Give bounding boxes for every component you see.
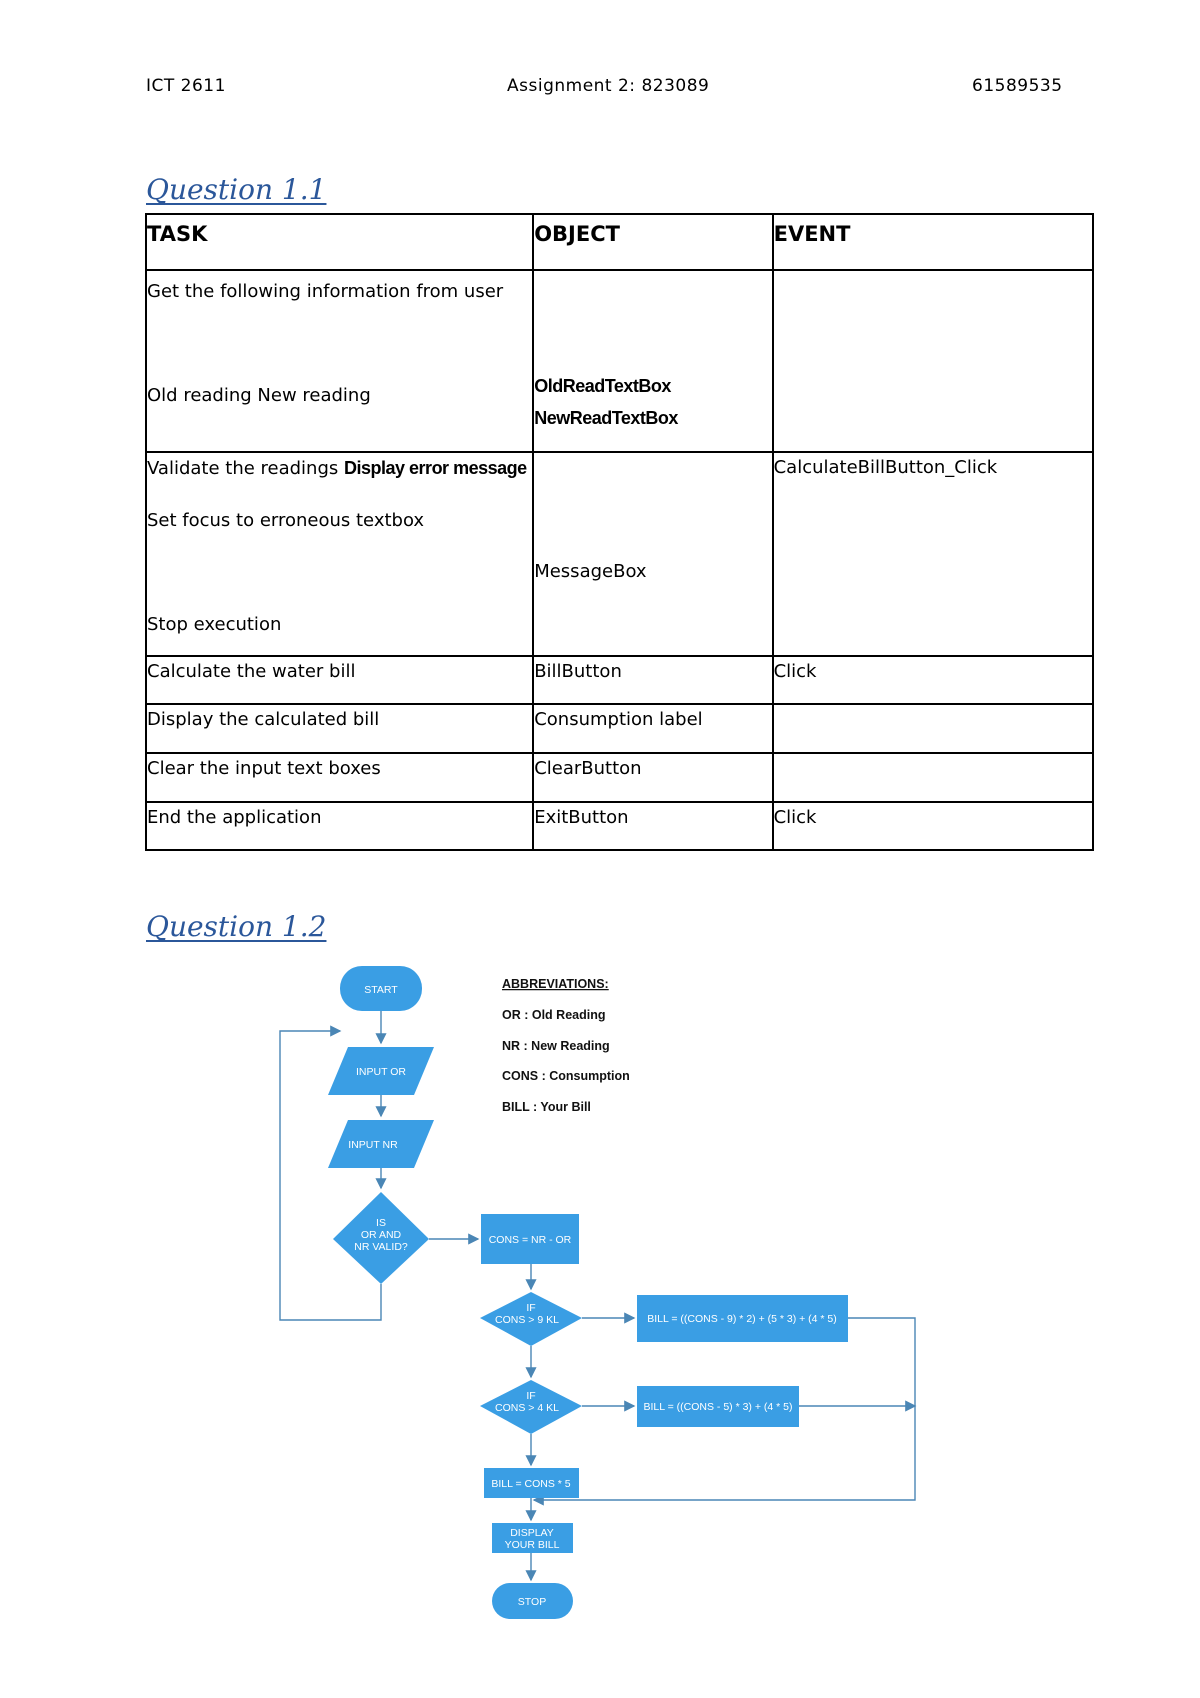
flow-bill-over-9 xyxy=(637,1295,848,1342)
abbreviations-legend xyxy=(502,977,630,1114)
column-header-event: EVENT xyxy=(773,214,1093,270)
header-assignment: Assignment 2: 823089 xyxy=(507,76,710,96)
task-text: Stop execution xyxy=(147,614,282,635)
header-student-number: 61589535 xyxy=(972,76,1063,96)
object-text: ExitButton xyxy=(534,807,629,828)
task-text: Set focus to erroneous textbox xyxy=(147,510,425,531)
flow-if4-decision xyxy=(480,1380,582,1434)
task-text-validate: Validate the readings xyxy=(147,458,339,479)
task-text: Get the following information from user xyxy=(147,281,504,302)
flow-if4-label: IF xyxy=(526,1390,536,1402)
task-text: Calculate the water bill xyxy=(147,661,356,682)
task-text: Old reading New reading xyxy=(147,385,371,406)
flow-bill-over-4-label: BILL = ((CONS - 5) * 3) + (4 * 5) xyxy=(643,1401,793,1413)
flow-if9-label: CONS > 9 KL xyxy=(495,1314,559,1326)
flow-if9-decision xyxy=(480,1292,582,1346)
flow-input-nr xyxy=(328,1120,434,1168)
header-course: ICT 2611 xyxy=(146,76,226,96)
flow-bill-over-9-label: BILL = ((CONS - 9) * 2) + (5 * 3) + (4 * 5) xyxy=(647,1313,837,1325)
flow-input-or-label: INPUT OR xyxy=(356,1066,406,1078)
flow-display-label: DISPLAY xyxy=(510,1527,554,1539)
flow-input-or xyxy=(328,1047,434,1095)
column-header-object: OBJECT xyxy=(533,214,772,270)
abbreviation-item: NR : New Reading xyxy=(502,1039,610,1053)
task-text: End the application xyxy=(147,807,322,828)
flow-stop xyxy=(492,1583,573,1619)
event-text: CalculateBillButton_Click xyxy=(773,457,998,478)
object-text: NewReadTextBox xyxy=(534,408,678,428)
flow-bill-over-4 xyxy=(637,1386,799,1427)
flow-display-bill xyxy=(492,1523,573,1553)
object-text: MessageBox xyxy=(534,561,647,582)
column-header-task: TASK xyxy=(146,214,533,270)
question-1-1-title: Question 1.1 xyxy=(146,173,327,206)
flow-cons-calc xyxy=(481,1214,579,1264)
event-text: Click xyxy=(773,661,817,682)
task-text: Clear the input text boxes xyxy=(147,758,381,779)
flow-bill-base-label: BILL = CONS * 5 xyxy=(491,1478,571,1490)
object-text: BillButton xyxy=(534,661,622,682)
object-text: OldReadTextBox xyxy=(534,376,671,396)
flow-valid-decision xyxy=(333,1192,429,1284)
flow-valid-label: NR VALID? xyxy=(354,1241,408,1253)
flow-valid-label: OR AND xyxy=(360,1229,402,1241)
abbreviation-item: CONS : Consumption xyxy=(502,1069,630,1083)
abbreviation-item: OR : Old Reading xyxy=(502,1008,606,1022)
flow-bill-base xyxy=(484,1468,579,1498)
flow-if9-label: IF xyxy=(526,1302,536,1314)
object-text: ClearButton xyxy=(534,758,642,779)
question-1-2-title: Question 1.2 xyxy=(146,910,327,943)
abbreviations-heading: ABBREVIATIONS: xyxy=(502,977,609,991)
flow-start xyxy=(340,966,422,1011)
flow-cons-calc-label: CONS = NR - OR xyxy=(488,1234,572,1246)
flow-stop-label: STOP xyxy=(517,1596,547,1608)
flow-if4-label: CONS > 4 KL xyxy=(495,1402,559,1414)
event-text: Click xyxy=(773,807,817,828)
flow-start-label: START xyxy=(364,984,398,996)
flow-valid-label: IS xyxy=(376,1217,386,1229)
task-text: Display the calculated bill xyxy=(147,709,380,730)
task-text-display-error: Display error message xyxy=(344,458,527,478)
object-text: Consumption label xyxy=(534,709,703,730)
flow-display-label: YOUR BILL xyxy=(504,1539,560,1551)
flow-input-nr-label: INPUT NR xyxy=(348,1139,398,1151)
abbreviation-item: BILL : Your Bill xyxy=(502,1100,591,1114)
